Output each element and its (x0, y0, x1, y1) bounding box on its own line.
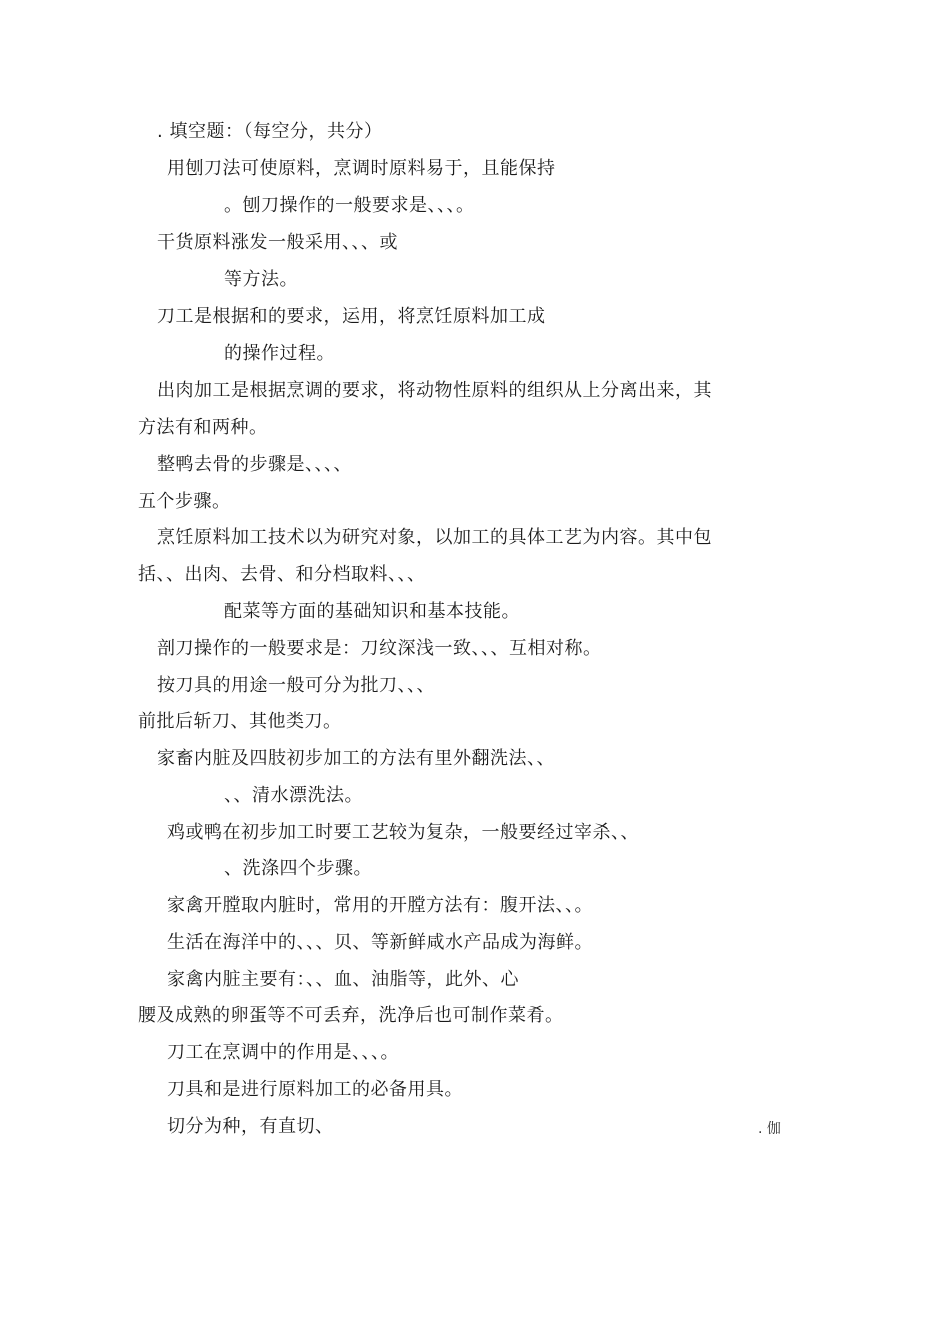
text-line: 家禽内脏主要有：、、血、油脂等，此外、心 (167, 969, 519, 990)
text-line: 烹饪原料加工技术以为研究对象，以加工的具体工艺为内容。其中包 (157, 527, 712, 548)
text-line: 五个步骤。 (138, 491, 231, 512)
text-line: 整鸭去骨的步骤是、、、、 (157, 454, 352, 475)
text-line: 的操作过程。 (224, 343, 335, 364)
text-line: 配菜等方面的基础知识和基本技能。 (224, 601, 520, 622)
text-line: 前批后斩刀、其他类刀。 (138, 711, 342, 732)
text-line: 家禽开膛取内脏时，常用的开膛方法有：腹开法、、。 (167, 895, 593, 916)
text-line: 方法有和两种。 (138, 417, 268, 438)
text-line: 出肉加工是根据烹调的要求，将动物性原料的组织从上分离出来，其 (157, 380, 712, 401)
text-line: 括、、出肉、去骨、和分档取料、、、 (138, 564, 426, 585)
text-line: 干货原料涨发一般采用、、、或 (157, 232, 398, 253)
text-line: 用刨刀法可使原料，烹调时原料易于，且能保持 (167, 158, 556, 179)
text-line: 等方法。 (224, 269, 298, 290)
text-line: 按刀具的用途一般可分为批刀、、、 (157, 675, 435, 696)
text-line: 。刨刀操作的一般要求是、、、。 (224, 195, 475, 216)
text-line: 生活在海洋中的、、、贝、等新鲜咸水产品成为海鲜。 (167, 932, 593, 953)
text-line: 、、清水漂洗法。 (224, 785, 363, 806)
text-line: 刀工在烹调中的作用是、、、。 (167, 1042, 399, 1063)
text-line: 切分为种，有直切、 (167, 1116, 334, 1137)
section-heading: . 填空题：（每空分，共分） (157, 121, 383, 142)
text-line: 家畜内脏及四肢初步加工的方法有里外翻洗法、、 (157, 748, 555, 769)
page-footer-mark: . 伽 (758, 1121, 781, 1137)
text-line: 剖刀操作的一般要求是：刀纹深浅一致、、、互相对称。 (157, 638, 602, 659)
text-line: 腰及成熟的卵蛋等不可丢弃，洗净后也可制作菜肴。 (138, 1005, 564, 1026)
text-line: 刀具和是进行原料加工的必备用具。 (167, 1079, 463, 1100)
text-line: 鸡或鸭在初步加工时要工艺较为复杂，一般要经过宰杀、、 (167, 822, 639, 843)
text-line: 刀工是根据和的要求，运用，将烹饪原料加工成 (157, 306, 546, 327)
text-line: 、洗涤四个步骤。 (224, 858, 372, 879)
